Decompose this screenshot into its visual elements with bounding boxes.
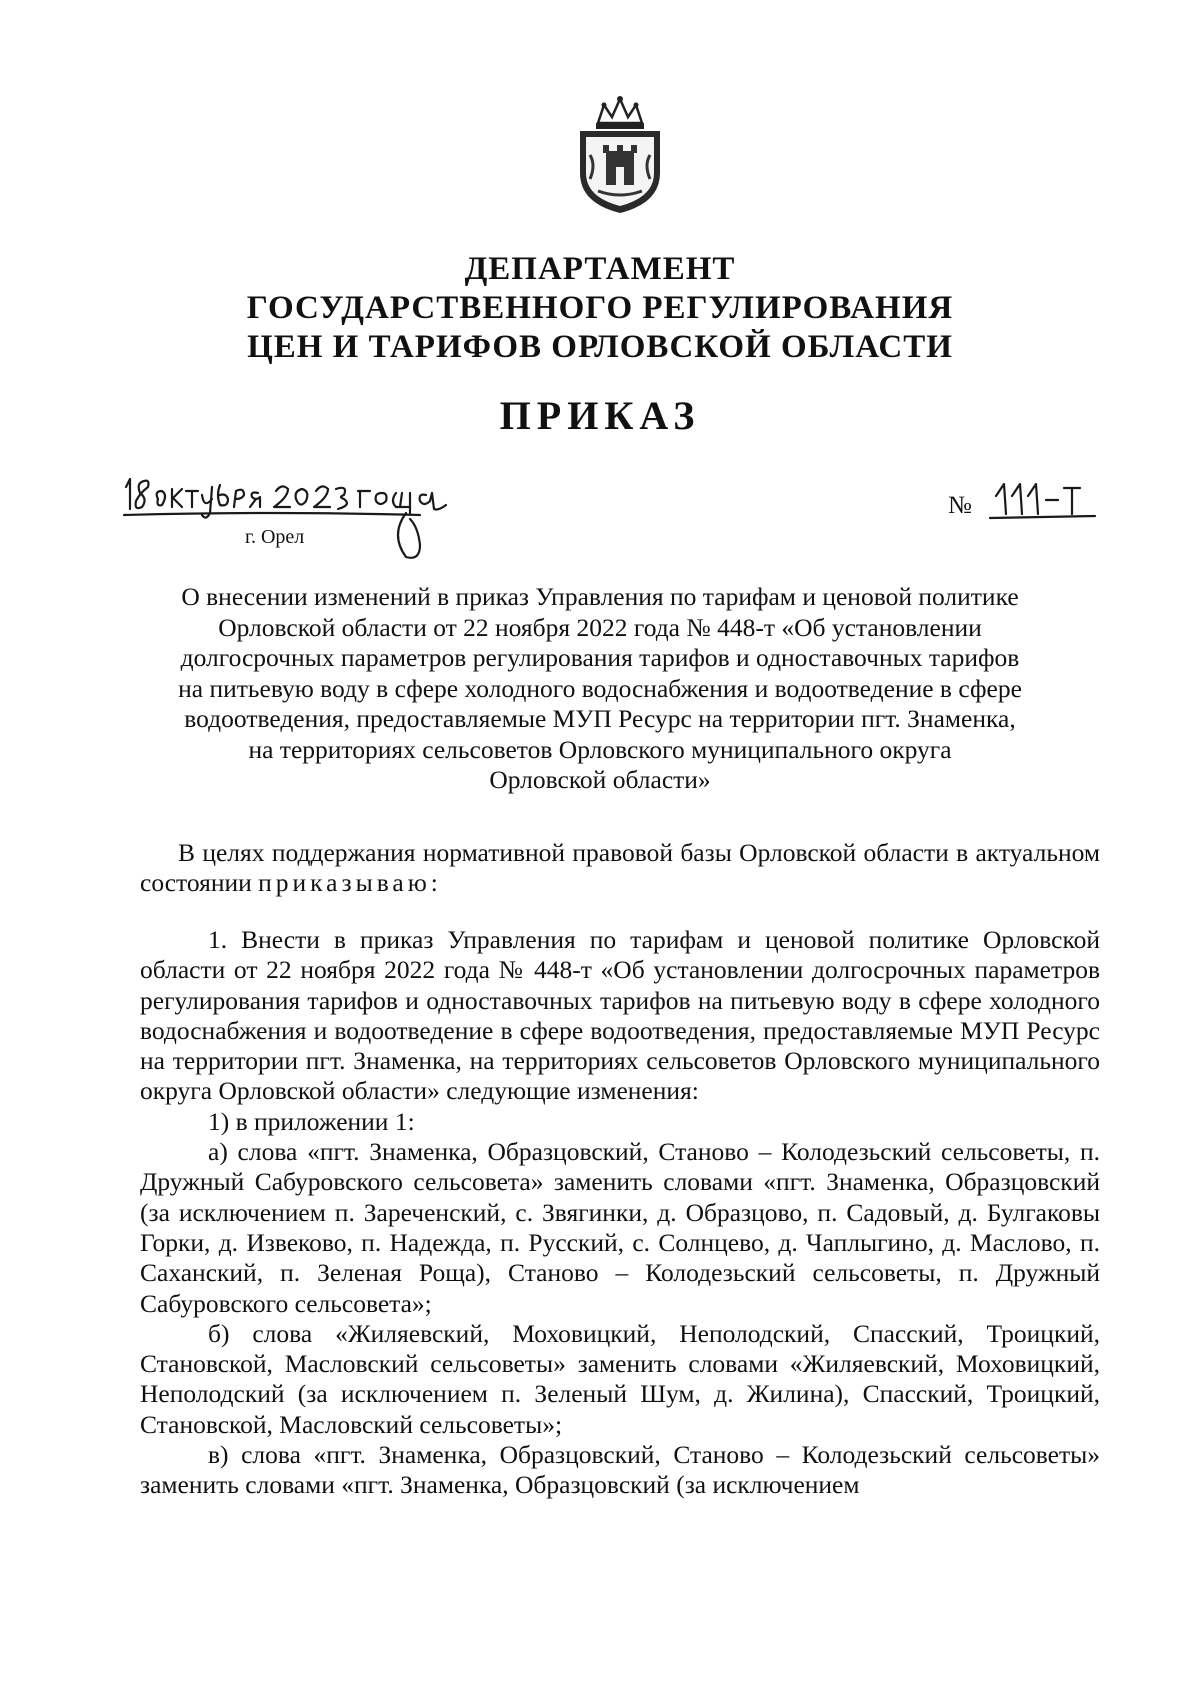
handwritten-date: [120, 465, 480, 565]
preamble-paragraph: [140, 838, 1100, 899]
preamble-text: В целях поддержания нормативной правовой базы Орловской области в актуальном состоянии: [140, 838, 1100, 898]
coat-of-arms-emblem: [570, 95, 670, 215]
item-1-paragraph: 1. Внести в приказ Управления по тарифам и ценовой политике Орловской области от 22 ноября 2022 года № 448-т «Об установлении долгосрочных параметров регулирования тарифов и одноставочных тарифов на питьевую воду в сфере холодного водоснабжения и водоотведение в сфере водоотведения, предоставляемые МУП Ресурс на территории пгт. Знаменка, на территориях сельсоветов Орловского муниципального округа Орловской области» следующие изменения:: [140, 925, 1100, 1106]
sub-item-1: 1) в приложении 1:: [208, 1106, 415, 1136]
subject-line-6: на территориях сельсоветов Орловского муниципального округа: [248, 734, 952, 764]
subject-line-5: водоотведения, предоставляемые МУП Ресурс на территории пгт. Знаменка,: [184, 704, 1016, 733]
order-title: ПРИКАЗ: [499, 393, 701, 438]
handwritten-order-number: [990, 470, 1100, 530]
order-body: [140, 925, 1100, 1501]
sub-item-a: а) слова «пгт. Знаменка, Образцовский, Станово – Колодезьский сельсоветы, п. Дружный Сабуровского сельсовета» заменить словами «пгт. Знаменка, Образцовский (за исключением п. Зареченский, с. Звягинки, д. Образцово, п. Садовый, д. Булгаковы Горки, д. Извеково, п. Надежда, п. Русский, с. Солнцево, д. Чаплыгино, д. Маслово, п. Саханский, п. Зеленая Роща), Станово – Колодезьский сельсоветы, п. Дружный Сабуровского сельсовета»;: [140, 1137, 1100, 1318]
subject-line-4: на питьевую воду в сфере холодного водоснабжения и водоотведение в сфере: [178, 673, 1022, 703]
preamble-keyword: приказываю:: [258, 868, 442, 898]
sub-item-c: в) слова «пгт. Знаменка, Образцовский, Станово – Колодезьский сельсоветы» заменить словами «пгт. Знаменка, Образцовский (за исключением: [140, 1440, 1100, 1500]
department-line-1: ДЕПАРТАМЕНТ: [464, 251, 736, 287]
subject-line-3: долгосрочных параметров регулирования тарифов и одноставочных тарифов: [180, 643, 1020, 672]
subject-line-7: Орловской области»: [489, 765, 711, 794]
city-label: г. Орел: [245, 526, 305, 548]
subject-line-2: Орловской области от 22 ноября 2022 года № 448-т «Об установлении: [218, 612, 982, 642]
department-name: [100, 250, 1100, 367]
department-line-2: ГОСУДАРСТВЕННОГО РЕГУЛИРОВАНИЯ: [246, 290, 954, 326]
subject-line-1: О внесении изменений в приказ Управления по тарифам и ценовой политике: [181, 582, 1019, 611]
order-subject: [140, 582, 1060, 796]
order-number-label: №: [948, 492, 972, 519]
department-line-3: ЦЕН И ТАРИФОВ ОРЛОВСКОЙ ОБЛАСТИ: [247, 329, 953, 365]
sub-item-b: б) слова «Жиляевский, Моховицкий, Неполодский, Спасский, Троицкий, Становской, Масловский сельсоветы» заменить словами «Жиляевский, Моховицкий, Неполодский (за исключением п. Зеленый Шум, д. Жилина), Спасский, Троицкий, Становской, Масловский сельсоветы»;: [140, 1318, 1100, 1439]
